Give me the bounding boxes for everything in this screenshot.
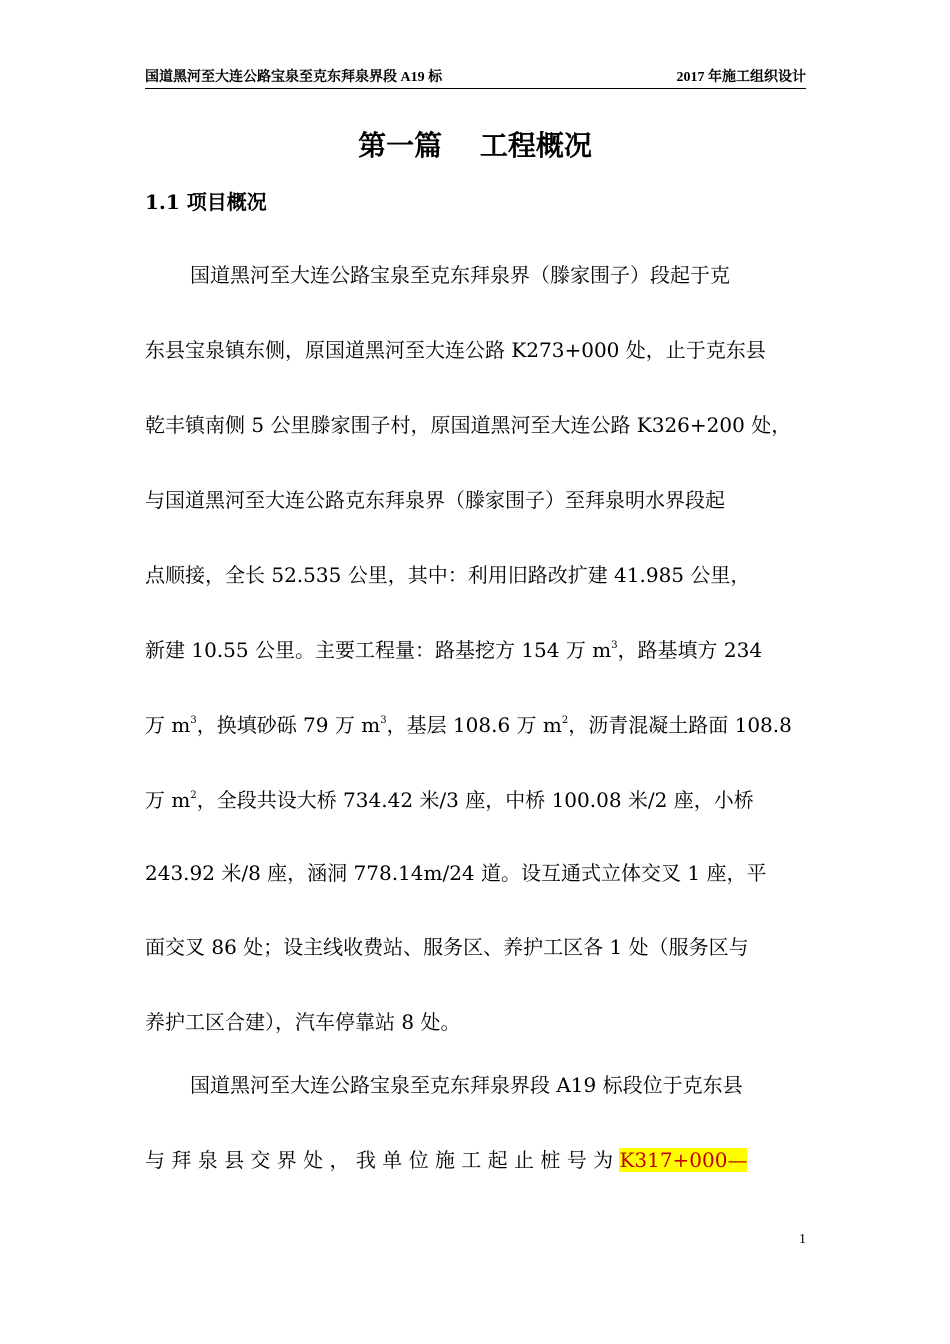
paragraph-1-line-3: 乾丰镇南侧 5 公里滕家围子村，原国道黑河至大连公路 K326+200 处， bbox=[145, 413, 792, 437]
superscript: 2 bbox=[561, 715, 569, 726]
paragraph-1-line-7 bbox=[145, 710, 806, 740]
superscript: 2 bbox=[190, 790, 197, 801]
text-run: 万 m bbox=[145, 788, 191, 812]
paragraph-1-line-4: 与国道黑河至大连公路克东拜泉界（滕家围子）至拜泉明水界段起 bbox=[145, 488, 725, 512]
paragraph-1-line-11: 养护工区合建），汽车停靠站 8 处。 bbox=[145, 1010, 461, 1034]
superscript: 3 bbox=[380, 715, 387, 726]
text-run: ，基层 108.6 万 m bbox=[386, 713, 562, 737]
text-run: 万 m bbox=[145, 713, 191, 737]
header-document-name: 2017 年施工组织设计 bbox=[676, 70, 806, 85]
header-project-name: 国道黑河至大连公路宝泉至克东拜泉界段 A19 标 bbox=[145, 70, 443, 85]
page-number: 1 bbox=[799, 1232, 806, 1247]
paragraph-1-line-8 bbox=[145, 785, 806, 815]
paragraph-1-line-6 bbox=[145, 635, 806, 665]
text-run: ，沥青混凝土路面 108.8 bbox=[568, 713, 792, 737]
superscript: 3 bbox=[611, 640, 618, 651]
paragraph-1-line-2: 东县宝泉镇东侧，原国道黑河至大连公路 K273+000 处，止于克东县 bbox=[145, 338, 766, 362]
section-heading: 1.1 项目概况 bbox=[145, 190, 267, 214]
chapter-title: 第一篇 工程概况 bbox=[358, 129, 592, 162]
paragraph-1-line-9: 243.92 米/8 座，涵洞 778.14m/24 道。设互通式立体交叉 1 座，平 bbox=[145, 861, 767, 885]
text-run: ，全段共设大桥 734.42 米/3 座，中桥 100.08 米/2 座，小桥 bbox=[196, 788, 754, 812]
text-run: ，路基填方 234 bbox=[617, 638, 763, 662]
highlighted-stake-number: K317+000— bbox=[619, 1148, 748, 1172]
paragraph-1-line-1: 国道黑河至大连公路宝泉至克东拜泉界（滕家围子）段起于克 bbox=[190, 263, 730, 287]
paragraph-1-line-10: 面交叉 86 处；设主线收费站、服务区、养护工区各 1 处（服务区与 bbox=[145, 935, 749, 959]
text-run: 与 拜 泉 县 交 界 处 ， 我 单 位 施 工 起 止 桩 号 为 bbox=[145, 1148, 614, 1172]
text-run: ，换填砂砾 79 万 m bbox=[196, 713, 381, 737]
text-run: 新建 10.55 公里。主要工程量：路基挖方 154 万 m bbox=[145, 638, 612, 662]
superscript: 3 bbox=[190, 715, 197, 726]
paragraph-2-line-2 bbox=[145, 1145, 806, 1175]
page-header bbox=[145, 62, 806, 89]
paragraph-1-line-5: 点顺接，全长 52.535 公里，其中：利用旧路改扩建 41.985 公里， bbox=[145, 563, 751, 587]
paragraph-2-line-1: 国道黑河至大连公路宝泉至克东拜泉界段 A19 标段位于克东县 bbox=[190, 1073, 743, 1097]
